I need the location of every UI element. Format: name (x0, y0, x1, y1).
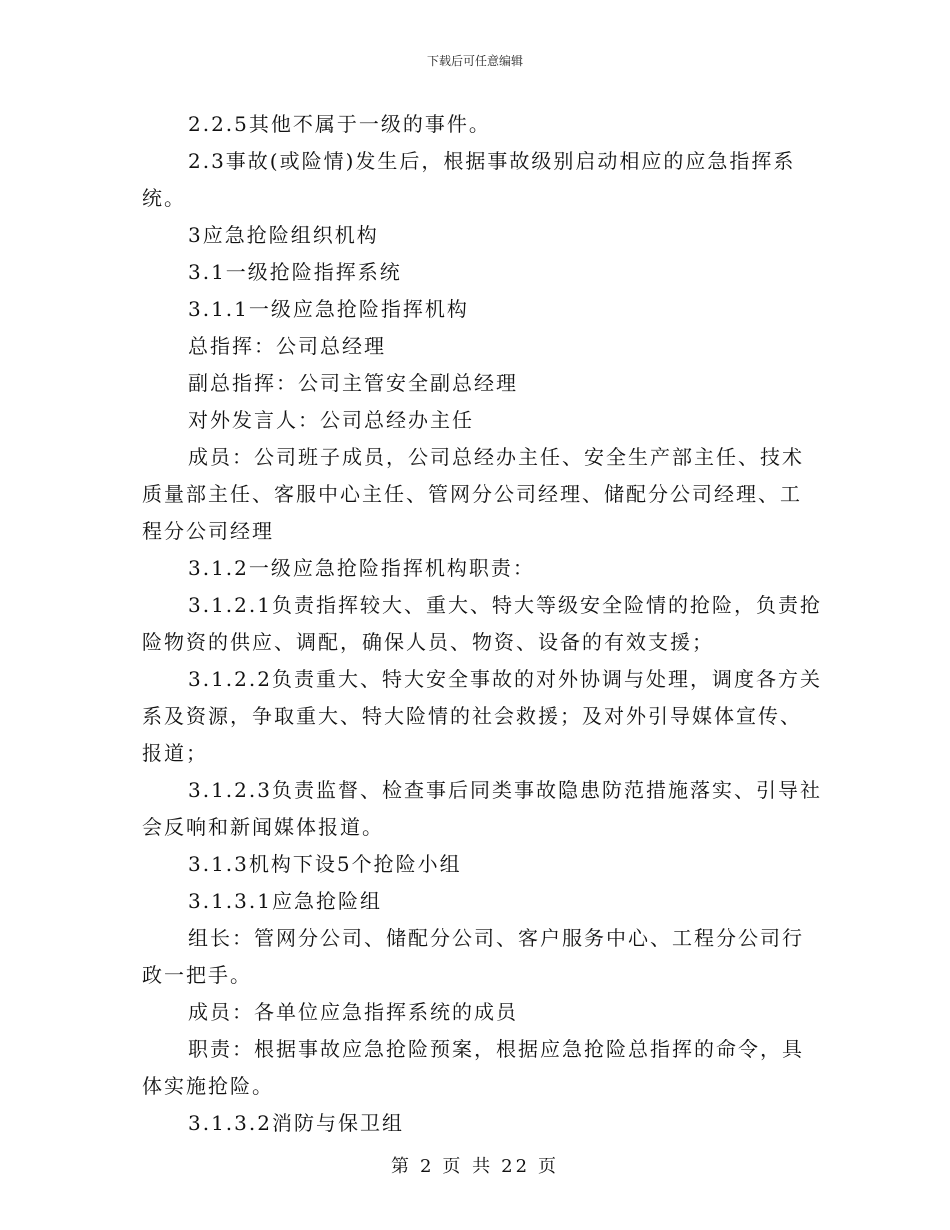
section-heading: 3.1.3.2消防与保卫组 (188, 1111, 404, 1135)
paragraph: 总指挥：公司总经理 (188, 334, 386, 358)
header-note: 下载后可任意编辑 (426, 54, 523, 68)
paragraph: 组长：管网分公司、储配分公司、客户服务中心、工程分公司行政一把手。 (142, 926, 804, 987)
section-heading: 3.1一级抢险指挥系统 (188, 260, 402, 284)
paragraph: 成员：各单位应急指挥系统的成员 (188, 1000, 518, 1024)
document-body (142, 106, 822, 1142)
section-heading: 3应急抢险组织机构 (188, 223, 379, 247)
footer-prefix: 第 (390, 1156, 412, 1177)
paragraph: 对外发言人：公司总经办主任 (188, 408, 474, 432)
footer-middle: 页 共 (442, 1156, 494, 1177)
paragraph: 2.3事故(或险情)发生后，根据事故级别启动相应的应急指挥系统。 (142, 149, 796, 210)
footer-page-number: 2 (419, 1156, 435, 1177)
paragraph: 3.1.2.3负责监督、检查事后同类事故隐患防范措施落实、引导社会反响和新闻媒体报道。 (142, 778, 822, 839)
paragraph: 职责：根据事故应急抢险预案，根据应急抢险总指挥的命令，具体实施抢险。 (142, 1037, 804, 1098)
paragraph: 3.1.2.1负责指挥较大、重大、特大等级安全险情的抢险，负责抢险物资的供应、调配，确保人员、物资、设备的有效支援； (142, 593, 822, 654)
paragraph: 2.2.5其他不属于一级的事件。 (188, 112, 491, 136)
footer-suffix: 页 (538, 1156, 560, 1177)
section-heading: 3.1.1一级应急抢险指挥机构 (188, 297, 469, 321)
footer-total-pages: 22 (501, 1156, 531, 1177)
paragraph: 成员：公司班子成员，公司总经办主任、安全生产部主任、技术质量部主任、客服中心主任、管网分公司经理、储配分公司经理、工程分公司经理 (142, 445, 804, 543)
section-heading: 3.1.3.1应急抢险组 (188, 889, 382, 913)
section-heading: 3.1.3机构下设5个抢险小组 (188, 852, 462, 876)
paragraph: 副总指挥：公司主管安全副总经理 (188, 371, 518, 395)
section-heading: 3.1.2一级应急抢险指挥机构职责： (188, 556, 535, 580)
paragraph: 3.1.2.2负责重大、特大安全事故的对外协调与处理，调度各方关系及资源，争取重大、特大险情的社会救援；及对外引导媒体宣传、报道； (142, 667, 822, 765)
page-footer (0, 1152, 950, 1178)
